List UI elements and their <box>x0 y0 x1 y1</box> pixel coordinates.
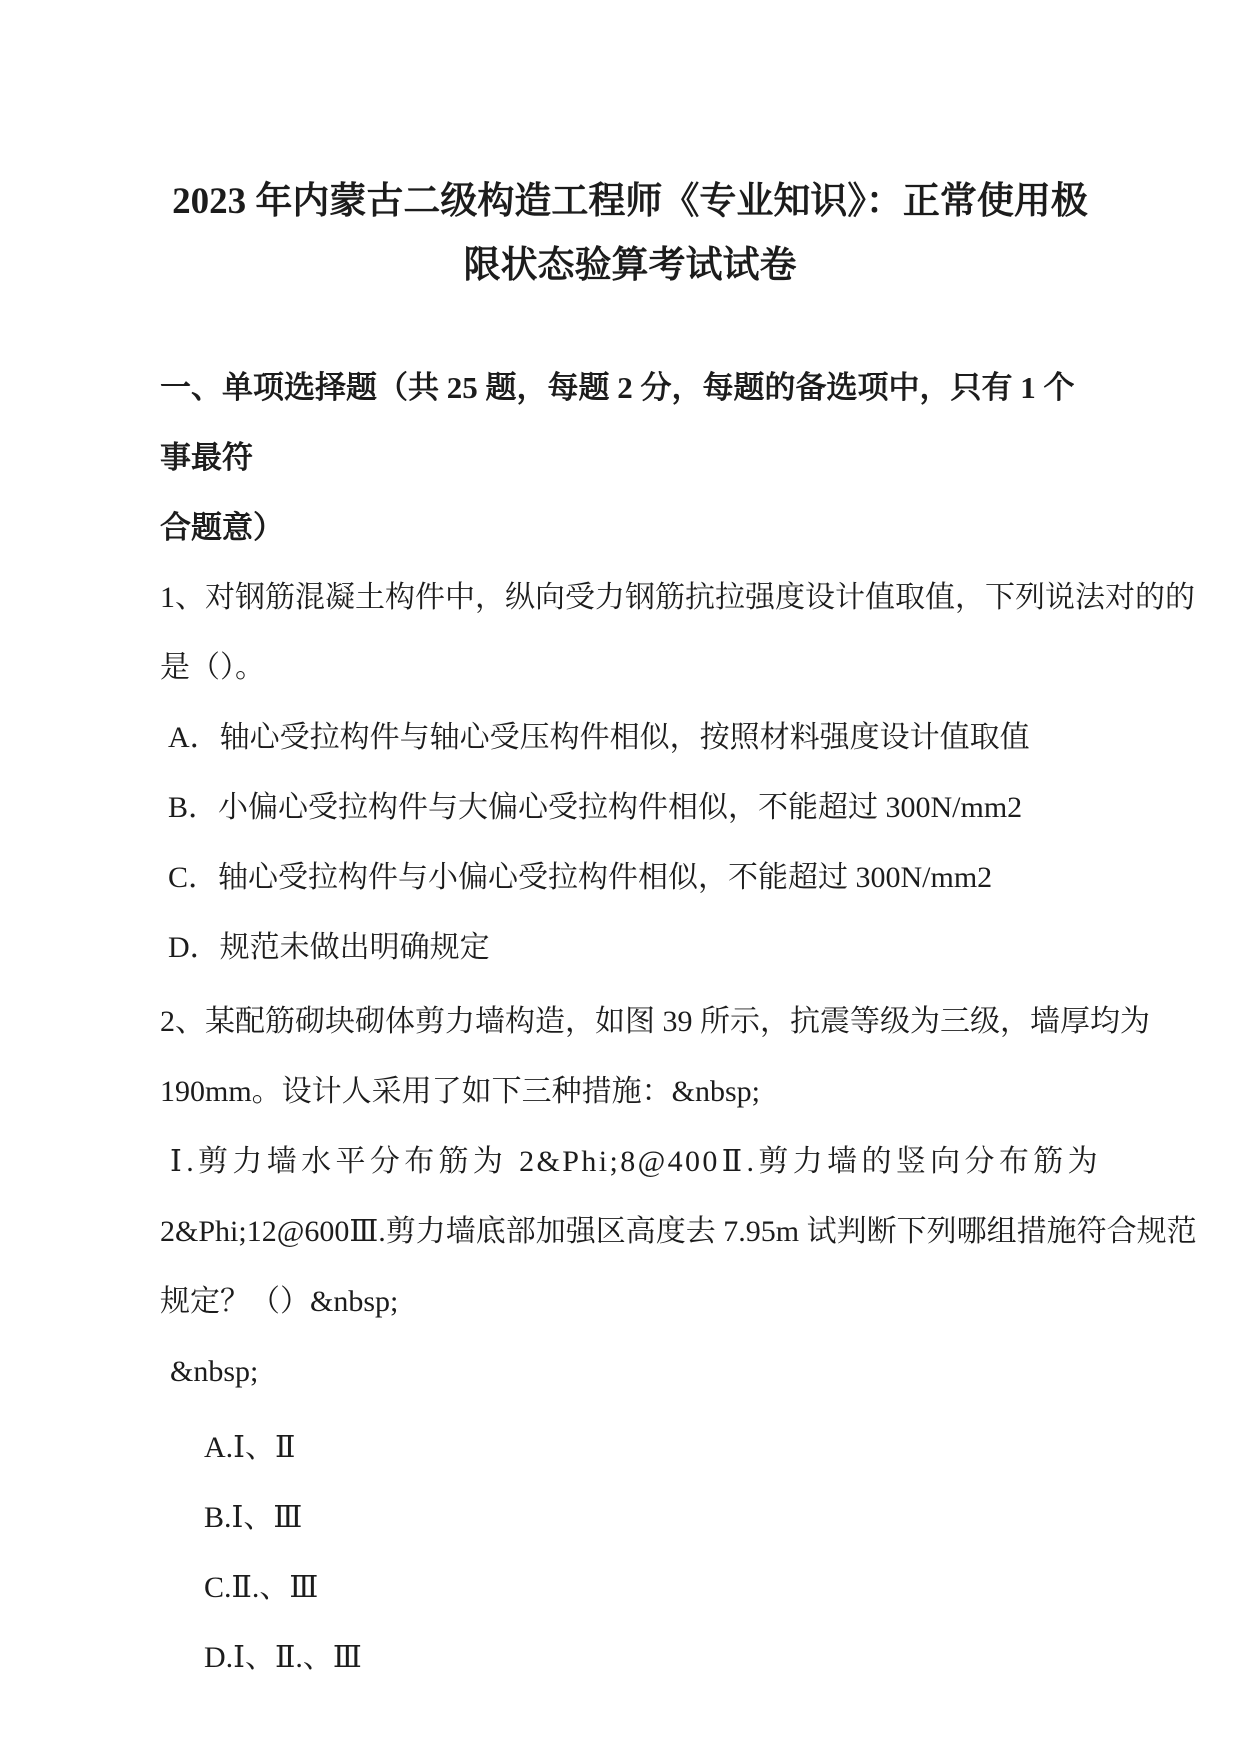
document-title <box>160 170 1100 298</box>
section-heading <box>160 353 1100 563</box>
question-2-option-a: A.Ⅰ、Ⅱ <box>204 1431 296 1464</box>
question-2-stem-line-1: 2、某配筋砌块砌体剪力墙构造，如图 39 所示，抗震等级为三级，墙厚均为 <box>160 1005 1150 1038</box>
question-2-option-d: D.Ⅰ、Ⅱ.、Ⅲ <box>204 1641 362 1674</box>
question-1 <box>160 563 1195 983</box>
title-line-1: 2023 年内蒙古二级构造工程师《专业知识》：正常使用极 <box>172 181 1088 222</box>
question-2-stem-line-2: 190mm。设计人采用了如下三种措施：&nbsp; <box>160 1075 761 1108</box>
question-2-stem-line-4: 2&Phi;12@600Ⅲ.剪力墙底部加强区高度去 7.95m 试判断下列哪组措施符合规范 <box>160 1215 1197 1248</box>
question-2-option-c: C.Ⅱ.、Ⅲ <box>204 1571 319 1604</box>
question-2 <box>160 987 1197 1693</box>
question-1-option-c: C．轴心受拉构件与小偏心受拉构件相似，不能超过 300N/mm2 <box>168 861 993 894</box>
section-heading-line-2: 合题意） <box>160 510 284 545</box>
section-heading-line-1: 一、单项选择题（共 25 题，每题 2 分，每题的备选项中，只有 1 个事最符 <box>160 370 1075 475</box>
title-line-2: 限状态验算考试试卷 <box>463 245 797 286</box>
question-2-stem-line-3: Ⅰ.剪力墙水平分布筋为 2&Phi;8@400Ⅱ.剪力墙的竖向分布筋为 <box>170 1145 1100 1178</box>
question-1-stem-line-1: 1、对钢筋混凝土构件中，纵向受力钢筋抗拉强度设计值取值，下列说法对的的 <box>160 581 1195 614</box>
question-2-options <box>160 1413 1100 1693</box>
question-2-stem-line-6: &nbsp; <box>170 1355 259 1388</box>
question-1-stem-line-2: 是（）。 <box>160 651 265 684</box>
question-1-option-a: A．轴心受拉构件与轴心受压构件相似，按照材料强度设计值取值 <box>168 721 1030 754</box>
question-2-stem-line-5: 规定？（）&nbsp; <box>160 1285 399 1318</box>
question-1-option-b: B．小偏心受拉构件与大偏心受拉构件相似，不能超过 300N/mm2 <box>168 791 1023 824</box>
question-2-option-b: B.Ⅰ、Ⅲ <box>204 1501 303 1534</box>
question-1-option-d: D．规范未做出明确规定 <box>168 931 490 964</box>
